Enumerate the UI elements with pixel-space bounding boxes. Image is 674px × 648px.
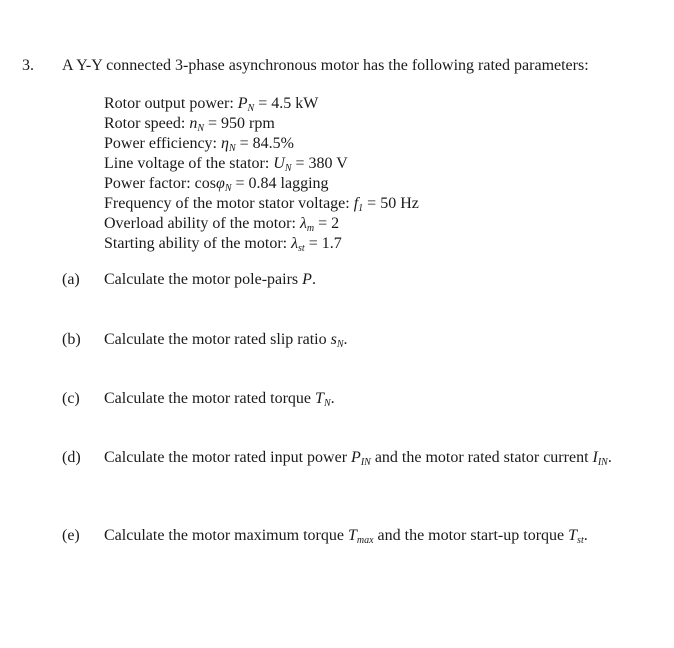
param-label: Power factor: cos [104,175,216,192]
part-subscript: max [356,535,374,546]
param-subscript: st [298,243,305,254]
param-rotor-output-power [104,96,318,112]
part-question [104,528,588,544]
param-value: = 50 Hz [367,195,419,212]
part-text: Calculate the motor rated input power [104,449,348,466]
part-text: Calculate the motor rated slip ratio [104,331,327,348]
param-label: Starting ability of the motor: [104,235,288,252]
part-end: . [583,527,588,544]
part-question [104,332,348,348]
part-symbol: I [592,449,598,466]
part-subscript: N [336,339,344,350]
part-end: . [607,449,612,466]
param-symbol: U [273,155,285,172]
param-symbol: φ [215,175,225,192]
param-value: = 0.84 lagging [235,175,329,192]
param-value: = 84.5% [239,135,294,152]
problem-number: 3. [22,57,34,74]
param-power-factor [104,176,329,192]
param-subscript: m [306,223,315,234]
param-label: Rotor speed: [104,115,186,132]
param-subscript: N [284,163,292,174]
param-label: Rotor output power: [104,95,234,112]
part-symbol: T [568,527,578,544]
param-value: = 2 [318,215,340,232]
part-question [104,450,612,466]
param-subscript: N [247,103,255,114]
param-power-efficiency [104,136,294,152]
param-symbol: n [189,115,198,132]
param-subscript: 1 [358,203,364,214]
param-symbol: η [221,135,229,152]
param-stator-frequency [104,196,419,212]
param-overload-ability [104,216,339,232]
param-value: = 950 rpm [208,115,275,132]
part-end: . [330,390,335,407]
param-value: = 1.7 [308,235,342,252]
param-symbol: λ [291,235,299,252]
part-text-mid: and the motor rated stator current [374,449,589,466]
part-symbol: s [330,331,337,348]
part-end: . [343,331,348,348]
part-text: Calculate the motor pole-pairs [104,271,299,288]
param-symbol: λ [299,215,307,232]
part-symbol: P [351,449,361,466]
param-symbol: f [353,195,359,212]
part-label: (c) [62,390,80,407]
param-subscript: N [224,183,232,194]
problem-intro: A Y-Y connected 3-phase asynchronous motor has the following rated parameters: [62,57,589,74]
param-symbol: P [237,95,248,112]
param-value: = 380 V [295,155,348,172]
param-label: Overload ability of the motor: [104,215,296,232]
part-symbol: T [315,390,324,407]
part-label: (a) [62,271,80,288]
part-symbol: T [347,527,357,544]
part-subscript: st [577,535,584,546]
part-symbol: P [302,271,312,288]
part-label: (e) [62,527,80,544]
part-label: (d) [62,449,81,466]
param-subscript: N [228,143,236,154]
part-subscript: IN [360,457,371,468]
param-value: = 4.5 kW [258,95,319,112]
param-label: Line voltage of the stator: [104,155,270,172]
part-subscript: IN [597,457,608,468]
part-text: Calculate the motor maximum torque [104,527,344,544]
param-subscript: N [197,123,204,134]
param-line-voltage [104,156,348,172]
param-label: Frequency of the motor stator voltage: [104,195,350,212]
part-question [104,391,335,407]
part-question [104,272,316,288]
part-text-mid: and the motor start-up torque [377,527,565,544]
part-label: (b) [62,331,81,348]
part-text: Calculate the motor rated torque [104,390,312,407]
param-label: Power efficiency: [104,135,217,152]
part-subscript: N [323,398,331,409]
part-end: . [311,271,316,288]
param-starting-ability [104,236,342,252]
param-rotor-speed [104,116,275,132]
